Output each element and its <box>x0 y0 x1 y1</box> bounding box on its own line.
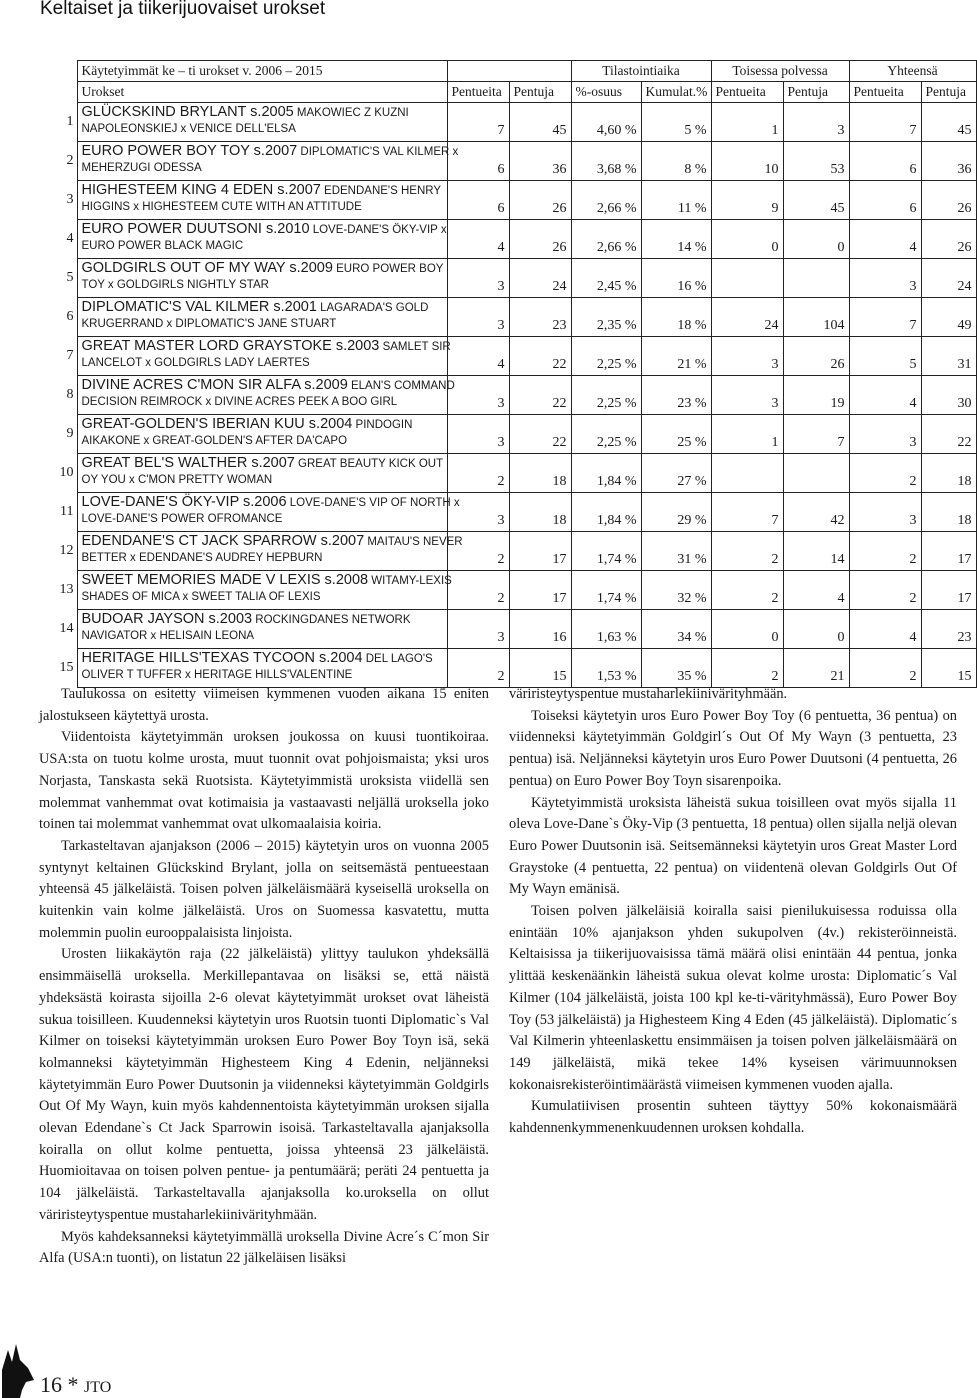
stud-dog-parents: NAVIGATOR x HELISAIN LEONA <box>81 630 255 642</box>
table-cell: 9 <box>711 181 783 220</box>
table-cell: 36 <box>921 142 976 181</box>
table-cell: 18 % <box>641 298 711 337</box>
table-cell: 6 <box>849 142 921 181</box>
stud-dog-parents: ELAN'S COMMAND <box>347 380 455 392</box>
stud-dog-parents: GREAT BEAUTY KICK OUT <box>294 458 444 470</box>
table-column-header: Pentuja <box>783 82 849 103</box>
table-cell: 25 % <box>641 415 711 454</box>
stud-dog-title: GREAT BEL'S WALTHER s.2007 <box>81 455 295 471</box>
table-cell: 2,66 % <box>571 181 641 220</box>
table-cell: 4 <box>849 220 921 259</box>
footer-separator: * <box>62 1372 84 1397</box>
stud-table <box>39 60 972 684</box>
table-cell: 1,84 % <box>571 454 641 493</box>
table-column-header: %-osuus <box>571 82 641 103</box>
stud-dog-parents: WITAMY-LEXIS <box>368 575 452 587</box>
table-cell: 2 <box>849 532 921 571</box>
stud-dog-parents: MAITAU'S NEVER <box>364 536 463 548</box>
stud-dog-cell <box>77 259 447 298</box>
table-cell: 2,25 % <box>571 415 641 454</box>
stud-dog-parents: AIKAKONE x GREAT-GOLDEN'S AFTER DA'CAPO <box>81 435 348 447</box>
row-rank: 2 <box>66 153 74 168</box>
table-cell: 6 <box>447 142 509 181</box>
table-cell: 26 <box>921 220 976 259</box>
table-cell: 2 <box>447 454 509 493</box>
stud-dog-name <box>81 143 459 160</box>
stud-dog-parents: MEHERZUGI ODESSA <box>81 162 202 174</box>
table-cell: 45 <box>921 103 976 142</box>
article-column-left <box>39 684 489 1270</box>
table-cell: 4,60 % <box>571 103 641 142</box>
table-cell: 7 <box>711 493 783 532</box>
table-index-header <box>39 61 77 82</box>
table-cell: 26 <box>509 181 571 220</box>
article-paragraph: Tarkasteltavan ajanjakson (2006 – 2015) käytetyin uros on vuonna 2005 syntynyt keltainen Glückskind Brylant, jolla on seitsemästä pentueestaan yhteensä 45 jälkeläistä. Toisen polven jälkeläismäärä kyseisellä uroksella on kuitenkin vain kolme jälkeläistä. Uros on Suomessa kasvatettu, mutta molemmin puolin eurooppalaisista linjoista. <box>39 837 489 941</box>
table-row <box>39 220 976 259</box>
table-cell: 0 <box>711 220 783 259</box>
table-cell: 1,84 % <box>571 493 641 532</box>
table-cell: 3 <box>711 376 783 415</box>
table-cell: 4 <box>849 610 921 649</box>
row-rank: 10 <box>59 465 74 480</box>
table-cell: 17 <box>921 532 976 571</box>
stud-dog-name <box>82 650 443 667</box>
table-cell: 45 <box>509 103 571 142</box>
table-cell <box>711 259 783 298</box>
table-cell: 22 <box>509 337 571 376</box>
stud-dog-cell <box>77 454 447 493</box>
table-cell: 29 % <box>641 493 711 532</box>
table-cell: 3 <box>447 493 509 532</box>
stud-dog-cell <box>77 220 447 259</box>
table-cell: 2 <box>849 649 921 688</box>
table-group-header: Toisessa polvessa <box>711 61 849 82</box>
table-cell: 104 <box>783 298 849 337</box>
row-rank: 8 <box>66 387 74 402</box>
stud-dog-name <box>82 299 443 316</box>
table-row <box>39 532 976 571</box>
stud-dog-title: BUDOAR JAYSON s.2003 <box>81 611 253 627</box>
table-cell: 31 <box>921 337 976 376</box>
stud-dog-cell <box>77 493 460 532</box>
table-row <box>39 181 976 220</box>
table-cell: 34 % <box>641 610 711 649</box>
table-group-header: Yhteensä <box>849 61 976 82</box>
row-rank: 9 <box>66 426 74 441</box>
table-cell: 3,68 % <box>571 142 641 181</box>
stud-dog-parents: LOVE-DANE'S VIP OF NORTH x <box>286 497 460 509</box>
table-cell: 8 % <box>641 142 711 181</box>
page-number: 16 <box>40 1372 62 1397</box>
table-row <box>39 298 976 337</box>
table-cell: 18 <box>509 454 571 493</box>
article-paragraph: Taulukossa on esitetty viimeisen kymmenen vuoden aikana 15 eniten jalostukseen käytettyä urosta. <box>39 686 489 724</box>
table-column-header: Pentueita <box>711 82 783 103</box>
table-row <box>39 142 976 181</box>
stud-dog-name <box>82 455 443 472</box>
table-cell: 32 % <box>641 571 711 610</box>
table-cell: 2,35 % <box>571 298 641 337</box>
table-cell: 31 % <box>641 532 711 571</box>
stud-dog-cell <box>77 337 451 376</box>
table-cell: 19 <box>783 376 849 415</box>
stud-dog-title: LOVE-DANE'S ÖKY-VIP s.2006 <box>81 494 287 510</box>
table-cell: 5 <box>849 337 921 376</box>
stud-dog-title: GLÜCKSKIND BRYLANT s.2005 <box>81 104 294 120</box>
table-row <box>39 493 976 532</box>
stud-dog-cell <box>77 532 463 571</box>
stud-dog-name <box>81 533 463 550</box>
table-cell: 3 <box>447 610 509 649</box>
table-cell: 18 <box>921 493 976 532</box>
table-cell: 45 <box>783 181 849 220</box>
table-cell: 49 <box>921 298 976 337</box>
stud-dog-name <box>81 494 460 511</box>
stud-dog-parents: SAMLET SIR <box>379 341 451 353</box>
article-paragraph: Toisen polven jälkeläisiä koiralla saisi pienilukuisessa roduissa olla enintään 10% ajanjakson yhden sukupolven (4v.) rekisteröinneistä. Keltaisissa ja tiikerijuovaisissa tämä määrä olisi enintään 44 pentua, jonka ylittää keskenäänkin läheistä sukua olevat kolme urosta: Diplomatic´s Val Kilmer (104 jälkeläistä, joista 100 kpl ke-ti-värityhmässä), Euro Power Boy Toy (53 jälkeläistä) ja Highesteem King 4 Eden (45 jälkeläistä). Diplomatic´s Val Kilmerin yhteenlaskettu ensimmäisen ja toisen polven jälkeläismäärä on 149 jälkeläistä, mikä tekee 14% kyseisen värimuunnoksen kokonaisrekisteröintimäärästä viimeisen kymmenen vuoden ajalla. <box>509 903 957 1093</box>
table-cell: 2,25 % <box>571 376 641 415</box>
table-row <box>39 454 976 493</box>
table-cell: 3 <box>447 376 509 415</box>
table-row <box>39 337 976 376</box>
stud-dog-name <box>81 221 447 238</box>
table-group-header: Tilastointiaika <box>571 61 711 82</box>
table-row <box>39 103 976 142</box>
stud-dog-parents: EURO POWER BLACK MAGIC <box>81 240 244 252</box>
table-cell: 14 <box>783 532 849 571</box>
table-cell: 26 <box>783 337 849 376</box>
stud-dog-parents: MAKOWIEC Z KUZNI <box>293 107 409 119</box>
table-title-cell: Käytetyimmät ke – ti urokset v. 2006 – 2015 <box>77 61 447 82</box>
table-cell: 15 <box>921 649 976 688</box>
table-cell: 22 <box>509 376 571 415</box>
table-cell <box>783 454 849 493</box>
table-column-header: Pentueita <box>447 82 509 103</box>
stud-dog-parents: LOVE-DANE'S POWER OFROMANCE <box>81 513 283 525</box>
row-rank: 4 <box>66 231 74 246</box>
stud-dog-cell <box>77 610 447 649</box>
table-cell: 0 <box>711 610 783 649</box>
table-cell: 0 <box>783 220 849 259</box>
article-paragraph: Urosten liikakäytön raja (22 jälkeläistä) ylittyy taulukon yhdeksällä ensimmäisellä uroksella. Merkillepantavaa on lisäksi se, että näistä yhdeksästä koirasta sijoilla 2-6 olevat käytetyimmät urokset ovat läheistä sukua toisilleen. Kuudenneksi käytetyin uros Ruotsin tuonti Diplomatic`s Val Kilmer on toiseksi käytetyimmän uroksen Euro Power Boy Toyn isä, sekä kolmanneksi käytetyimmän Highesteem King 4 Edenin, neljänneksi käytetyimmän Euro Power Duutsonin ja viidenneksi käytetyimmän Goldgirls Out Of My Wayn, kuin myös kahdennentoista käytetyimmän uroksen sijalla olevan Edendane`s Ct Jack Sparrowin isoisä. Tarkasteltavalla ajanjaksolla koiralla on ollut kolme pentuetta, joissa yhteensä 23 jälkeläistä. Huomioitavaa on toisen polven pentue- ja pentumäärä; peräti 24 pentuetta ja 104 jälkeläistä. Tarkasteltavalla ajanjaksolla ko.uroksella on ollut väriristeytyspentue mustaharlekiinivärityhmään. <box>39 946 489 1223</box>
table-cell: 3 <box>447 298 509 337</box>
table-header-row <box>39 82 976 103</box>
stud-dog-parents: PINDOGIN <box>352 419 413 431</box>
table-cell: 24 <box>509 259 571 298</box>
article-paragraph: Toiseksi käytetyin uros Euro Power Boy Toy (6 pentuetta, 36 pentua) on viidenneksi käytetyimmän Goldgirl´s Out Of My Wayn (3 pentuetta, 23 pentua) isä. Neljänneksi käytetyin uros Euro Power Duutsoni (4 pentuetta, 26 pentua) on Euro Power Boy Toyn sisarenpoika. <box>509 707 957 789</box>
table-cell: 30 <box>921 376 976 415</box>
table-cell: 22 <box>921 415 976 454</box>
stud-dog-parents: DIPLOMATIC'S VAL KILMER x <box>297 146 459 158</box>
table-cell: 2,25 % <box>571 337 641 376</box>
table-column-header: Pentuja <box>509 82 571 103</box>
table-cell <box>711 454 783 493</box>
table-cell: 7 <box>783 415 849 454</box>
stud-dog-cell <box>77 649 447 688</box>
table-cell: 24 <box>921 259 976 298</box>
table-cell: 2 <box>849 571 921 610</box>
table-row <box>39 610 976 649</box>
stud-table-grid <box>39 60 977 688</box>
article-paragraph: Myös kahdeksanneksi käytetyimmällä uroksella Divine Acre´s C´mon Sir Alfa (USA:n tuonti), on listatun 22 jälkeläisen lisäksi <box>39 1228 489 1267</box>
table-cell: 3 <box>447 259 509 298</box>
row-rank: 14 <box>59 621 74 636</box>
stud-dog-title: EDENDANE'S CT JACK SPARROW s.2007 <box>81 533 365 549</box>
stud-dog-parents: OLIVER T TUFFER x HERITAGE HILLS'VALENTINE <box>81 669 353 681</box>
stud-dog-title: GOLDGIRLS OUT OF MY WAY s.2009 <box>81 260 333 276</box>
stud-dog-name <box>82 260 443 277</box>
table-cell: 24 <box>711 298 783 337</box>
stud-dog-name <box>81 377 455 394</box>
row-rank: 15 <box>59 660 74 675</box>
table-cell: 0 <box>783 610 849 649</box>
row-rank: 13 <box>59 582 74 597</box>
table-cell: 2 <box>447 571 509 610</box>
table-row <box>39 259 976 298</box>
table-cell: 10 <box>711 142 783 181</box>
row-rank: 11 <box>60 504 74 519</box>
article-paragraph: väriristeytyspentue mustaharlekiinivärityhmään. <box>509 686 788 702</box>
row-rank: 1 <box>66 114 74 129</box>
table-cell: 42 <box>783 493 849 532</box>
table-cell: 21 % <box>641 337 711 376</box>
table-cell: 53 <box>783 142 849 181</box>
table-cell: 4 <box>783 571 849 610</box>
table-cell: 3 <box>783 103 849 142</box>
table-column-header: Kumulat.% <box>641 82 711 103</box>
row-rank: 12 <box>59 543 74 558</box>
stud-dog-title: DIPLOMATIC'S VAL KILMER s.2001 <box>81 299 317 315</box>
table-index-header <box>39 82 77 103</box>
table-cell: 7 <box>447 103 509 142</box>
table-cell: 36 <box>509 142 571 181</box>
article-column-right <box>509 684 957 1140</box>
table-cell: 23 % <box>641 376 711 415</box>
table-cell: 22 <box>509 415 571 454</box>
table-cell: 4 <box>447 337 509 376</box>
table-cell: 16 % <box>641 259 711 298</box>
stud-dog-title: HERITAGE HILLS'TEXAS TYCOON s.2004 <box>81 650 363 666</box>
table-cell: 3 <box>849 415 921 454</box>
table-cell: 2,66 % <box>571 220 641 259</box>
table-cell: 35 % <box>641 649 711 688</box>
table-cell: 17 <box>921 571 976 610</box>
table-cell: 1,53 % <box>571 649 641 688</box>
table-cell: 1,63 % <box>571 610 641 649</box>
stud-dog-cell <box>77 142 459 181</box>
table-cell: 23 <box>509 298 571 337</box>
table-cell: 18 <box>509 493 571 532</box>
table-cell: 2 <box>447 649 509 688</box>
table-cell: 21 <box>783 649 849 688</box>
table-cell: 2 <box>849 454 921 493</box>
stud-dog-parents: DECISION REIMROCK x DIVINE ACRES PEEK A BOO GIRL <box>81 396 398 408</box>
table-cell: 1,74 % <box>571 532 641 571</box>
table-column-header: Pentuja <box>921 82 976 103</box>
table-cell: 2,45 % <box>571 259 641 298</box>
table-cell: 7 <box>849 298 921 337</box>
stud-dog-parents: LAGARADA'S GOLD <box>316 302 429 314</box>
table-cell: 14 % <box>641 220 711 259</box>
dog-head-silhouette-icon <box>0 1340 34 1398</box>
table-cell: 18 <box>921 454 976 493</box>
stud-dog-parents: EDENDANE'S HENRY <box>320 185 442 197</box>
table-cell: 3 <box>711 337 783 376</box>
table-cell: 6 <box>849 181 921 220</box>
stud-dog-name <box>82 182 443 199</box>
table-row <box>39 415 976 454</box>
table-cell <box>783 259 849 298</box>
stud-dog-title: DIVINE ACRES C'MON SIR ALFA s.2009 <box>81 377 348 393</box>
table-cell: 17 <box>509 532 571 571</box>
row-rank: 5 <box>66 270 74 285</box>
table-cell: 1 <box>711 415 783 454</box>
stud-dog-parents: DEL LAGO'S <box>362 653 433 665</box>
table-cell: 1 <box>711 103 783 142</box>
stud-dog-parents: OY YOU x C'MON PRETTY WOMAN <box>81 474 273 486</box>
stud-dog-parents: BETTER x EDENDANE'S AUDREY HEPBURN <box>81 552 323 564</box>
stud-dog-title: EURO POWER BOY TOY s.2007 <box>81 143 298 159</box>
stud-dog-cell <box>77 103 447 142</box>
stud-dog-parents: LOVE-DANE'S ÖKY-VIP x <box>309 224 447 236</box>
table-cell: 2 <box>711 571 783 610</box>
row-rank: 3 <box>66 192 74 207</box>
table-column-header: Urokset <box>77 82 447 103</box>
table-cell: 3 <box>447 415 509 454</box>
stud-dog-title: HIGHESTEEM KING 4 EDEN s.2007 <box>81 182 321 198</box>
stud-dog-cell <box>77 298 447 337</box>
stud-dog-name <box>82 416 443 433</box>
stud-dog-title: GREAT MASTER LORD GRAYSTOKE s.2003 <box>81 338 380 354</box>
stud-dog-name <box>82 611 443 628</box>
stud-dog-parents: ROCKINGDANES NETWORK <box>252 614 411 626</box>
stud-dog-parents: EURO POWER BOY <box>332 263 444 275</box>
stud-dog-parents: TOY x GOLDGIRLS NIGHTLY STAR <box>81 279 269 291</box>
table-cell: 3 <box>849 493 921 532</box>
stud-dog-parents: SHADES OF MICA x SWEET TALIA OF LEXIS <box>81 591 321 603</box>
row-rank: 6 <box>66 309 74 324</box>
stud-dog-title: EURO POWER DUUTSONI s.2010 <box>81 221 310 237</box>
table-row <box>39 571 976 610</box>
stud-dog-parents: NAPOLEONSKIEJ x VENICE DELL'ELSA <box>81 123 296 135</box>
stud-dog-name <box>81 338 451 355</box>
article-paragraph: Viidentoista käytetyimmän uroksen joukossa on kuusi tuontikoiraa. USA:sta on tuotu kolme urosta, muut tuonnit ovat pohjoismaista; yksi uros Norjasta, Tanskasta sekä Ruotsista. Käytetyimmistä uroksista viidellä sen molemmat vanhemmat ovat kotimaisia ja vastaavasti neljällä uroksella joko toinen tai molemmat vanhemmat ovat ulkomaalaisia koiria. <box>39 729 489 833</box>
table-blank-cell <box>447 61 571 82</box>
stud-dog-parents: HIGGINS x HIGHESTEEM CUTE WITH AN ATTITUDE <box>81 201 362 213</box>
stud-dog-title: GREAT-GOLDEN'S IBERIAN KUU s.2004 <box>81 416 353 432</box>
table-cell: 7 <box>849 103 921 142</box>
table-cell: 23 <box>921 610 976 649</box>
stud-dog-parents: LANCELOT x GOLDGIRLS LADY LAERTES <box>81 357 310 369</box>
table-cell: 11 % <box>641 181 711 220</box>
table-cell: 2 <box>711 649 783 688</box>
table-cell: 26 <box>921 181 976 220</box>
stud-dog-cell <box>77 376 455 415</box>
table-cell: 16 <box>509 610 571 649</box>
table-header-row <box>39 61 976 82</box>
table-cell: 2 <box>447 532 509 571</box>
table-cell: 3 <box>849 259 921 298</box>
table-row <box>39 649 976 688</box>
row-rank: 7 <box>66 348 74 363</box>
table-cell: 4 <box>447 220 509 259</box>
stud-dog-cell <box>77 415 447 454</box>
table-column-header: Pentueita <box>849 82 921 103</box>
page-title: Keltaiset ja tiikerijuovaiset urokset <box>40 0 326 19</box>
table-row <box>39 376 976 415</box>
stud-dog-parents: KRUGERRAND x DIPLOMATIC'S JANE STUART <box>81 318 337 330</box>
stud-dog-name <box>81 572 452 589</box>
stud-dog-name <box>82 104 443 121</box>
table-cell: 4 <box>849 376 921 415</box>
table-cell: 15 <box>509 649 571 688</box>
table-cell: 1,74 % <box>571 571 641 610</box>
article-paragraph: Käytetyimmistä uroksista läheistä sukua toisilleen ovat myös sijalla 11 oleva Love-Dane`s Öky-Vip (3 pentuetta, 18 pentua) ollen sijalla neljä olevan Euro Power Duutsonin isä. Seitsemänneksi käytetyin uros Great Master Lord Graystoke (4 pentuetta, 22 pentua) on viidentenä olevan Goldgirls Out Of My Wayn emänisä. <box>509 794 957 898</box>
magazine-name: JTO <box>84 1379 112 1396</box>
table-cell: 26 <box>509 220 571 259</box>
table-cell: 17 <box>509 571 571 610</box>
article-paragraph: Kumulatiivisen prosentin suhteen täyttyy 50% kokonaismäärä kahdennenkymmenenkuudennen uroksen kohdalla. <box>509 1098 957 1137</box>
table-cell: 5 % <box>641 103 711 142</box>
page-footer <box>40 1372 111 1398</box>
table-cell: 27 % <box>641 454 711 493</box>
stud-dog-title: SWEET MEMORIES MADE V LEXIS s.2008 <box>81 572 369 588</box>
table-cell: 6 <box>447 181 509 220</box>
table-cell: 2 <box>711 532 783 571</box>
stud-dog-cell <box>77 571 452 610</box>
stud-dog-cell <box>77 181 447 220</box>
